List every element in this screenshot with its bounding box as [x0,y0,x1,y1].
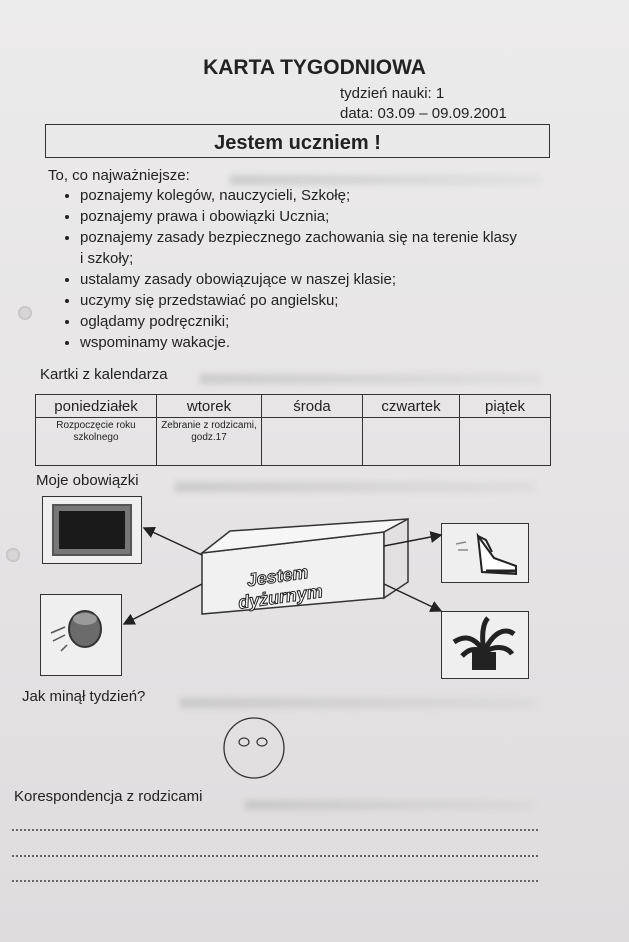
list-item: • poznajemy prawa i obowiązki Ucznia; [80,206,520,227]
table-cell: Rozpoczęcie roku szkolnego [36,418,157,466]
arrow-to-plant [384,584,441,611]
list-item: • wspominamy wakacje. [80,332,520,353]
topic-box: Jestem uczniem ! [45,124,550,158]
table-header-cell: piątek [460,395,551,418]
table-header-cell: czwartek [363,395,460,418]
duties-heading: Moje obowiązki [36,472,139,489]
dotted-line [12,829,538,831]
week-number: tydzień nauki: 1 [340,85,445,102]
blurred-line [245,800,535,810]
list-item: • poznajemy kolegów, nauczycieli, Szkołę; [80,185,520,206]
priorities-intro: To, co najważniejsze: [48,167,190,184]
smiley-face-icon [224,718,284,778]
page-title: KARTA TYGODNIOWA [203,56,426,79]
table-header-cell: wtorek [157,395,262,418]
table-header-cell: poniedziałek [36,395,157,418]
list-item: • poznajemy zasady bezpiecznego zachowania się na terenie klasy i szkoły; [80,227,520,269]
list-item: • uczymy się przedstawiać po angielsku; [80,290,520,311]
table-cell: Zebranie z rodzicami, godz.17 [157,418,262,466]
table-header-cell: środa [262,395,363,418]
date-range: data: 03.09 – 09.09.2001 [340,105,507,122]
correspondence-heading: Korespondencja z rodzicami [14,788,203,805]
arrow-to-watering [124,584,202,624]
dotted-line [12,855,538,857]
duty-label: Jestem dyżurnym [236,561,324,613]
list-item: • ustalamy zasady obowiązujące w naszej klasie; [80,269,520,290]
list-item: • oglądamy podręczniki; [80,311,520,332]
blurred-line [180,698,535,708]
calendar-heading: Kartki z kalendarza [40,366,168,383]
arrow-to-blackboard [144,528,202,555]
week-review-heading: Jak minął tydzień? [22,688,146,705]
dotted-line [12,880,538,882]
